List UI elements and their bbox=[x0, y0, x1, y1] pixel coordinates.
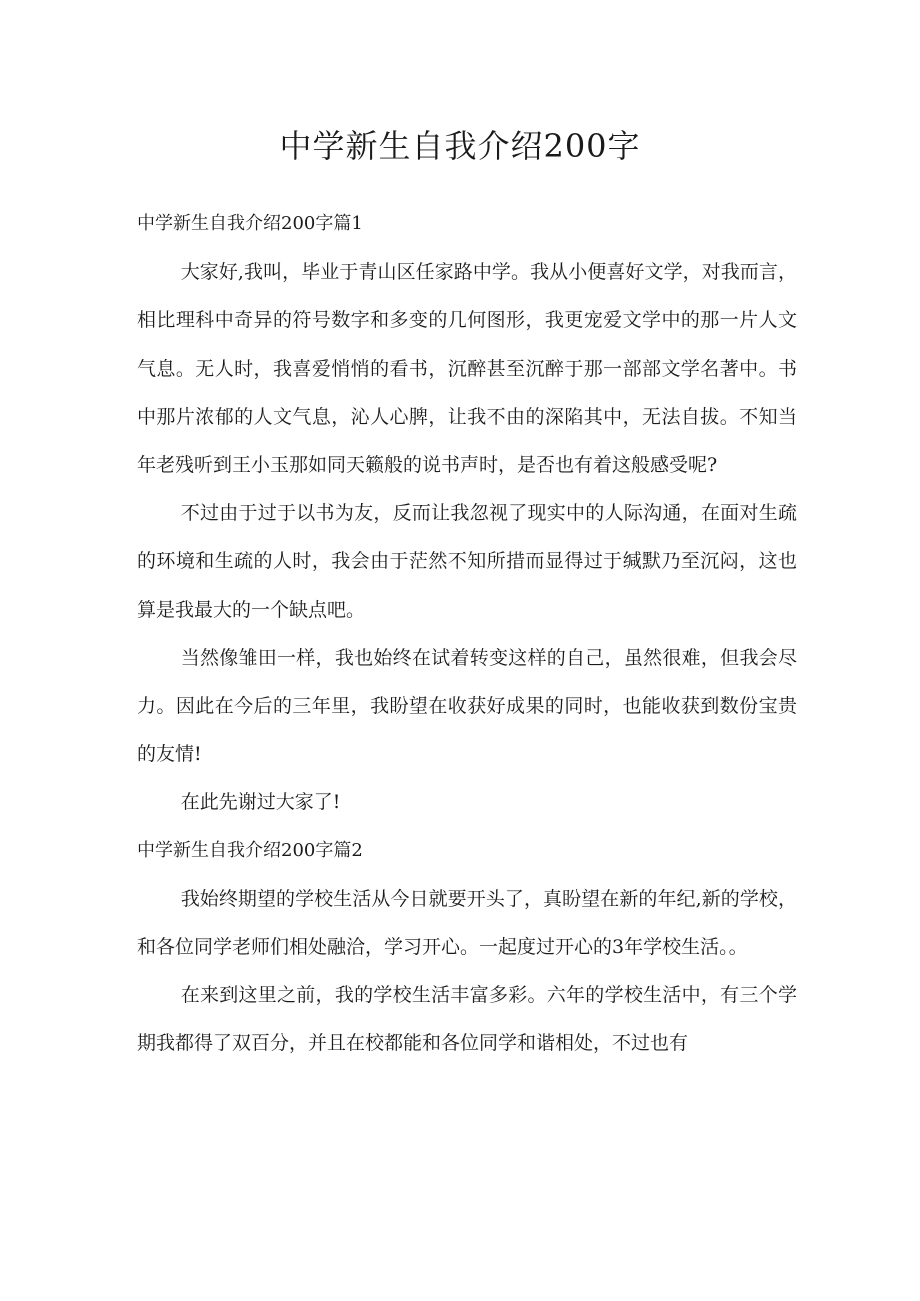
body-paragraph: 不过由于过于以书为友，反而让我忽视了现实中的人际沟通，在面对生疏的环境和生疏的人时，我会由于茫然不知所措而显得过于缄默乃至沉闷，这也算是我最大的一个缺点吧。 bbox=[137, 502, 797, 621]
body-paragraph: 在此先谢过大家了! bbox=[180, 791, 341, 814]
body-paragraph: 大家好,我叫，毕业于青山区任家路中学。我从小便喜好文学，对我而言，相比理科中奇异的符号数字和多变的几何图形，我更宠爱文学中的那一片人文气息。无人时，我喜爱悄悄的看书，沉醉甚至沉醉于那一部部文学名著中。书中那片浓郁的人文气息，沁人心脾，让我不由的深陷其中，无法自拔。不知当年老残听到王小玉那如同天籁般的说书声时，是否也有着这般感受呢? bbox=[137, 261, 797, 477]
document-body bbox=[137, 200, 797, 1068]
section-heading: 中学新生自我介绍200字篇1 bbox=[137, 213, 363, 234]
document-title: 中学新生自我介绍200字 bbox=[279, 127, 641, 165]
section-heading: 中学新生自我介绍200字篇2 bbox=[137, 839, 363, 861]
body-paragraph: 我始终期望的学校生活从今日就要开头了，真盼望在新的年纪,新的学校，和各位同学老师们相处融洽，学习开心。一起度过开心的3年学校生活。。 bbox=[137, 887, 797, 959]
body-paragraph: 在来到这里之前，我的学校生活丰富多彩。六年的学校生活中，有三个学期我都得了双百分，并且在校都能和各位同学和谐相处，不过也有 bbox=[137, 984, 797, 1055]
body-paragraph: 当然像雏田一样，我也始终在试着转变这样的自己，虽然很难，但我会尽力。因此在今后的三年里，我盼望在收获好成果的同时，也能收获到数份宝贵的友情! bbox=[137, 646, 797, 766]
